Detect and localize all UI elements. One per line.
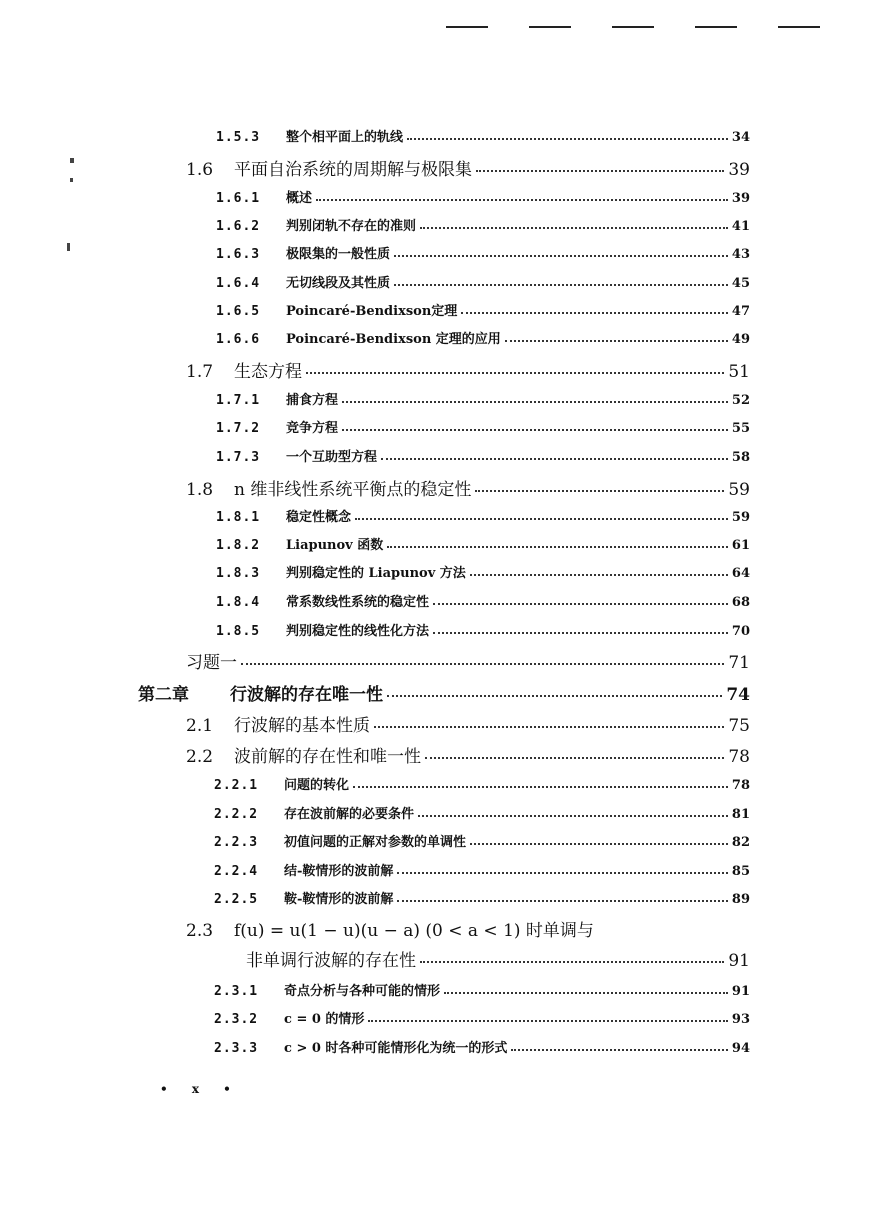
toc-entry[interactable] xyxy=(216,591,750,610)
entry-number: 2.2.2 xyxy=(214,807,259,822)
leader-dots xyxy=(381,458,728,460)
entry-number: 1.6 xyxy=(186,160,214,180)
toc-entry[interactable] xyxy=(216,534,750,553)
leader-dots xyxy=(475,490,724,492)
entry-title: 常系数线性系统的稳定性 xyxy=(286,595,430,610)
entry-number: 1.8.2 xyxy=(216,538,261,553)
entry-number: 2.2 xyxy=(186,747,214,767)
entry-page: 59 xyxy=(731,510,750,525)
entry-title-line2: 非单调行波解的存在性 xyxy=(246,951,416,971)
entry-page: 59 xyxy=(728,480,750,500)
entry-title: 鞍-鞍情形的波前解 xyxy=(284,892,394,907)
entry-title: 结-鞍情形的波前解 xyxy=(284,864,394,879)
entry-number: 1.7.1 xyxy=(216,393,261,408)
toc-entry[interactable] xyxy=(186,711,750,736)
entry-number: 2.1 xyxy=(186,716,214,736)
entry-number: 2.2.4 xyxy=(214,864,259,879)
toc-entry[interactable] xyxy=(186,916,750,941)
leader-dots xyxy=(433,632,728,634)
entry-title: 行波解的存在唯一性 xyxy=(230,685,383,705)
top-rule xyxy=(778,26,820,28)
entry-page: 64 xyxy=(731,566,750,581)
entry-number: 1.8 xyxy=(186,480,214,500)
toc-entry[interactable] xyxy=(216,389,750,408)
toc-entry[interactable] xyxy=(186,475,750,500)
toc-entry[interactable] xyxy=(214,1037,750,1056)
entry-number: 1.6.1 xyxy=(216,191,261,206)
top-rule xyxy=(529,26,571,28)
toc-entry[interactable] xyxy=(216,243,750,262)
entry-number: 1.7.3 xyxy=(216,450,261,465)
entry-number: 第二章 xyxy=(138,685,189,705)
toc-entry-continuation[interactable] xyxy=(246,946,750,971)
entry-page: 68 xyxy=(731,595,750,610)
top-rule xyxy=(612,26,654,28)
leader-dots xyxy=(394,255,728,257)
entry-page: 55 xyxy=(731,421,750,436)
leader-dots xyxy=(342,429,728,431)
leader-dots xyxy=(420,961,724,963)
toc-entry[interactable] xyxy=(216,215,750,234)
entry-page: 71 xyxy=(728,653,750,673)
entry-page: 61 xyxy=(731,538,750,553)
toc-entry[interactable] xyxy=(214,860,750,879)
entry-title: 竞争方程 xyxy=(286,421,339,436)
entry-page: 85 xyxy=(731,864,750,879)
entry-title: 波前解的存在性和唯一性 xyxy=(234,747,421,767)
entry-title: 判别闭轨不存在的准则 xyxy=(286,219,417,234)
leader-dots xyxy=(387,546,728,548)
entry-page: 93 xyxy=(731,1012,750,1027)
entry-title: 问题的转化 xyxy=(284,778,350,793)
entry-page: 47 xyxy=(731,304,750,319)
toc-entry[interactable] xyxy=(216,187,750,206)
entry-page: 34 xyxy=(731,130,750,145)
toc-entry[interactable] xyxy=(214,888,750,907)
toc-entry[interactable] xyxy=(216,126,750,145)
entry-number: 1.8.1 xyxy=(216,510,261,525)
entry-number: 2.2.5 xyxy=(214,892,259,907)
entry-title: 判别稳定性的 Liapunov 方法 xyxy=(286,566,466,581)
toc-entry[interactable] xyxy=(214,803,750,822)
entry-number: 1.6.6 xyxy=(216,332,261,347)
entry-title: 概述 xyxy=(286,191,313,206)
scan-speck xyxy=(70,158,74,163)
entry-page: 81 xyxy=(731,807,750,822)
leader-dots xyxy=(355,518,728,520)
entry-number: 2.3.1 xyxy=(214,984,259,999)
leader-dots xyxy=(511,1049,727,1051)
toc-entry[interactable] xyxy=(186,357,750,382)
entry-page: 51 xyxy=(728,362,750,382)
entry-number: 2.2.3 xyxy=(214,835,259,850)
entry-page: 39 xyxy=(728,160,750,180)
entry-page: 74 xyxy=(726,685,750,705)
entry-number: 1.7.2 xyxy=(216,421,261,436)
entry-page: 94 xyxy=(731,1041,750,1056)
toc-entry[interactable] xyxy=(186,648,750,673)
toc-entry[interactable] xyxy=(216,417,750,436)
entry-number: 1.5.3 xyxy=(216,130,261,145)
leader-dots xyxy=(241,663,724,665)
leader-dots xyxy=(394,284,728,286)
scan-speck xyxy=(67,243,70,251)
leader-dots xyxy=(476,170,724,172)
entry-title: 稳定性概念 xyxy=(286,510,352,525)
entry-number: 1.6.3 xyxy=(216,247,261,262)
toc-entry[interactable] xyxy=(216,562,750,581)
entry-page: 91 xyxy=(731,984,750,999)
entry-page: 45 xyxy=(731,276,750,291)
entry-title: n 维非线性系统平衡点的稳定性 xyxy=(234,480,472,500)
toc-entry[interactable] xyxy=(216,272,750,291)
entry-title: 无切线段及其性质 xyxy=(286,276,391,291)
toc-entry[interactable] xyxy=(186,155,750,180)
entry-title: 奇点分析与各种可能的情形 xyxy=(284,984,441,999)
entry-page: 70 xyxy=(731,624,750,639)
top-rule xyxy=(695,26,737,28)
entry-number: 1.6.5 xyxy=(216,304,261,319)
entry-number: 1.6.2 xyxy=(216,219,261,234)
entry-title: c > 0 时各种可能情形化为统一的形式 xyxy=(284,1041,508,1056)
entry-title: 习题一 xyxy=(186,653,237,673)
entry-page: 75 xyxy=(728,716,750,736)
entry-title: 存在波前解的必要条件 xyxy=(284,807,415,822)
entry-number: 1.7 xyxy=(186,362,214,382)
toc-entry[interactable] xyxy=(214,980,750,999)
toc-entry[interactable] xyxy=(216,328,750,347)
toc-entry[interactable] xyxy=(216,446,750,465)
entry-title: 行波解的基本性质 xyxy=(234,716,370,736)
entry-page: 39 xyxy=(731,191,750,206)
entry-title: Poincaré-Bendixson定理 xyxy=(286,304,458,319)
toc-entry[interactable] xyxy=(186,742,750,767)
entry-page: 58 xyxy=(731,450,750,465)
toc-entry[interactable] xyxy=(214,774,750,793)
leader-dots xyxy=(407,138,728,140)
entry-page: 41 xyxy=(731,219,750,234)
toc-entry[interactable] xyxy=(214,1008,750,1027)
leader-dots xyxy=(461,312,728,314)
toc-entry[interactable] xyxy=(216,620,750,639)
leader-dots xyxy=(306,372,724,374)
entry-number: 1.8.4 xyxy=(216,595,261,610)
leader-dots xyxy=(342,401,728,403)
entry-number: 1.8.5 xyxy=(216,624,261,639)
scan-speck xyxy=(70,178,73,182)
toc-entry[interactable] xyxy=(216,300,750,319)
entry-number: 1.8.3 xyxy=(216,566,261,581)
toc-entry[interactable] xyxy=(216,506,750,525)
entry-title: 判别稳定性的线性化方法 xyxy=(286,624,430,639)
leader-dots xyxy=(316,199,728,201)
leader-dots xyxy=(425,757,724,759)
leader-dots xyxy=(444,992,728,994)
leader-dots xyxy=(420,227,728,229)
entry-title: Poincaré-Bendixson 定理的应用 xyxy=(286,332,501,347)
entry-page: 52 xyxy=(731,393,750,408)
entry-page: 82 xyxy=(731,835,750,850)
page-number-footer: • x • xyxy=(160,1082,241,1096)
leader-dots xyxy=(505,340,728,342)
leader-dots xyxy=(470,574,728,576)
entry-title: 整个相平面上的轨线 xyxy=(286,130,404,145)
leader-dots xyxy=(418,815,728,817)
entry-page: 49 xyxy=(731,332,750,347)
entry-page: 91 xyxy=(728,951,750,971)
top-rule xyxy=(446,26,488,28)
leader-dots xyxy=(368,1020,727,1022)
entry-title: 极限集的一般性质 xyxy=(286,247,391,262)
entry-title: Liapunov 函数 xyxy=(286,538,384,553)
leader-dots xyxy=(374,726,724,728)
entry-title: c = 0 的情形 xyxy=(284,1012,365,1027)
entry-title: 初值问题的正解对参数的单调性 xyxy=(284,835,467,850)
entry-page: 78 xyxy=(731,778,750,793)
entry-title: 一个互助型方程 xyxy=(286,450,378,465)
toc-entry[interactable] xyxy=(138,680,750,705)
leader-dots xyxy=(433,603,728,605)
entry-number: 2.2.1 xyxy=(214,778,259,793)
entry-title: 生态方程 xyxy=(234,362,302,382)
entry-page: 43 xyxy=(731,247,750,262)
entry-number: 2.3.3 xyxy=(214,1041,259,1056)
entry-number: 2.3 xyxy=(186,921,214,941)
entry-title: f(u) = u(1 − u)(u − a) (0 < a < 1) 时单调与 xyxy=(234,921,594,941)
entry-number: 2.3.2 xyxy=(214,1012,259,1027)
leader-dots xyxy=(353,786,728,788)
entry-title: 捕食方程 xyxy=(286,393,339,408)
leader-dots xyxy=(397,900,728,902)
entry-title: 平面自治系统的周期解与极限集 xyxy=(234,160,472,180)
toc-entry[interactable] xyxy=(214,831,750,850)
entry-page: 89 xyxy=(731,892,750,907)
leader-dots xyxy=(470,843,728,845)
entry-page: 78 xyxy=(728,747,750,767)
entry-number: 1.6.4 xyxy=(216,276,261,291)
leader-dots xyxy=(397,872,728,874)
leader-dots xyxy=(387,695,722,697)
